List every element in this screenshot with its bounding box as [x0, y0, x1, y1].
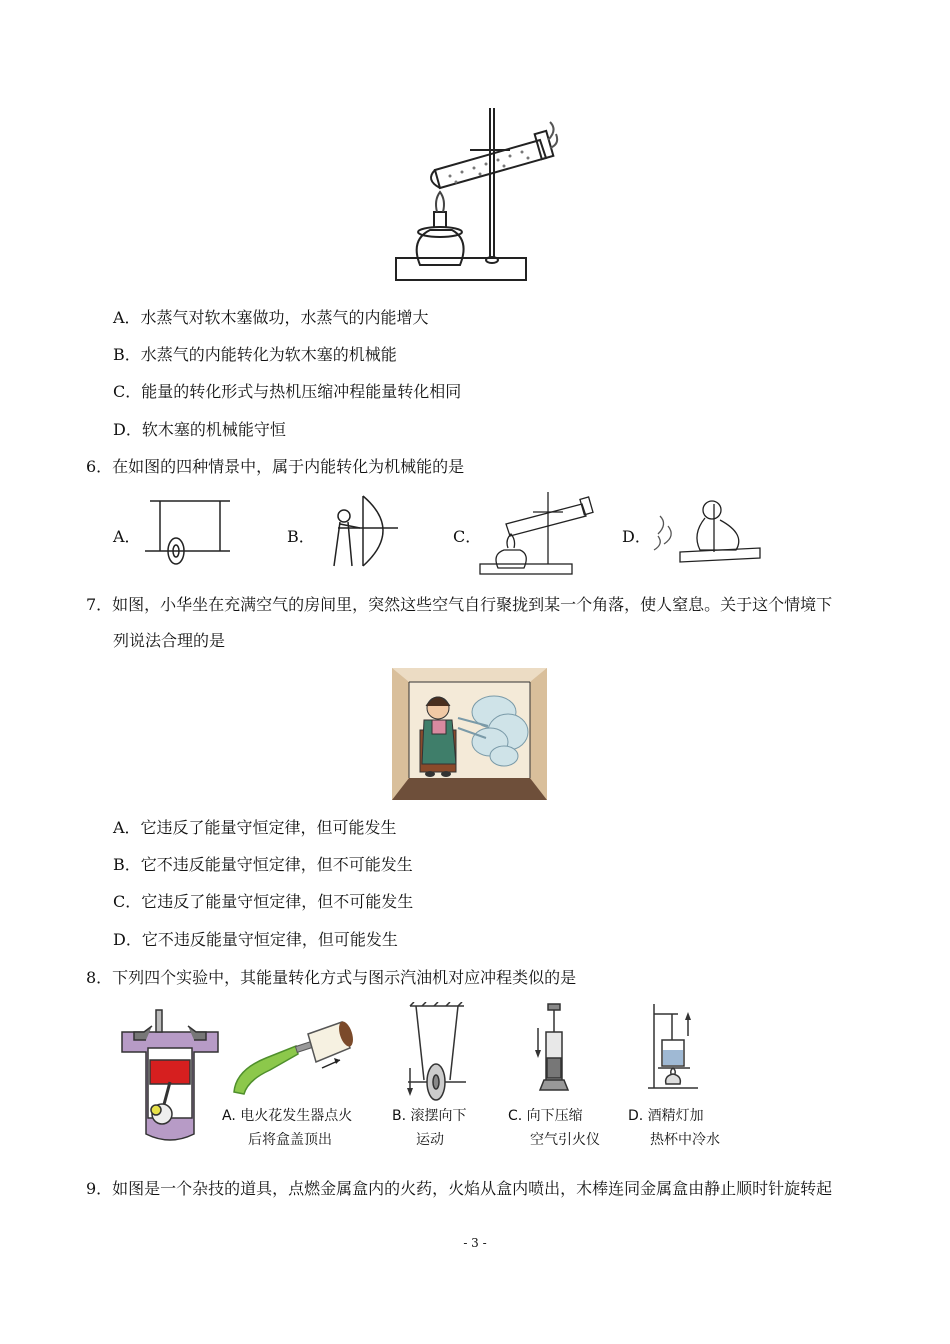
q8-caption-a-line1: A. 电火花发生器点火	[222, 1108, 353, 1124]
q8-caption-c-line2: 空气引火仪	[530, 1132, 600, 1148]
page-number: - 3 -	[463, 1236, 487, 1250]
q6-stem: 6．在如图的四种情景中，属于内能转化为机械能的是	[86, 457, 465, 476]
q6-label-b: B．	[287, 527, 315, 546]
q6-label-d: D．	[622, 527, 651, 546]
q5-option-c: C．能量的转化形式与热机压缩冲程能量转化相同	[113, 382, 462, 401]
q5-option-d: D．软木塞的机械能守恒	[113, 420, 286, 439]
q5-option-b: B．水蒸气的内能转化为软木塞的机械能	[113, 345, 397, 364]
alcohol-lamp-heating-beaker-figure	[646, 1000, 700, 1096]
q5-option-a: A．水蒸气对软木塞做功，水蒸气的内能增大	[113, 308, 429, 327]
q8-caption-a-line2: 后将盒盖顶出	[248, 1132, 332, 1148]
fire-by-friction-icon	[650, 494, 765, 570]
q7-option-a: A．它违反了能量守恒定律，但可能发生	[113, 818, 397, 837]
q8-caption-d-line2: 热杯中冷水	[650, 1132, 720, 1148]
q7-stem-line1: 7．如图，小华坐在充满空气的房间里，突然这些空气自行聚拢到某一个角落，使人窒息。关于这个情境下	[86, 595, 833, 614]
room-air-gathering-figure	[392, 668, 547, 800]
spark-generator-cup-figure	[226, 1014, 358, 1102]
q8-caption-b-line2: 运动	[416, 1132, 444, 1148]
q8-caption-d-line1: D. 酒精灯加	[628, 1108, 704, 1124]
test-tube-heating-figure	[390, 100, 560, 290]
rolling-pendulum-icon	[140, 496, 235, 566]
q7-option-d: D．它不违反能量守恒定律，但可能发生	[113, 930, 398, 949]
q8-caption-c-line1: C. 向下压缩	[508, 1108, 583, 1124]
q6-label-c: C．	[453, 527, 482, 546]
q6-label-a: A．	[113, 527, 141, 546]
q7-stem-line2: 列说法合理的是	[113, 631, 226, 650]
q8-caption-b-line1: B. 滚摆向下	[392, 1108, 467, 1124]
q8-stem: 8．下列四个实验中，其能量转化方式与图示汽油机对应冲程类似的是	[86, 968, 577, 987]
q7-option-b: B．它不违反能量守恒定律，但不可能发生	[113, 855, 413, 874]
q7-option-c: C．它违反了能量守恒定律，但不可能发生	[113, 892, 414, 911]
gasoline-engine-stroke-figure	[116, 1004, 224, 1146]
q9-stem: 9．如图是一个杂技的道具，点燃金属盒内的火药，火焰从盒内喷出，木棒连同金属盒由静止顺时针旋转起	[86, 1179, 833, 1198]
rolling-pendulum-figure	[402, 1002, 472, 1102]
air-compression-igniter-figure	[532, 1002, 576, 1098]
archer-bow-icon	[318, 492, 403, 570]
test-tube-heating-icon	[478, 488, 598, 578]
